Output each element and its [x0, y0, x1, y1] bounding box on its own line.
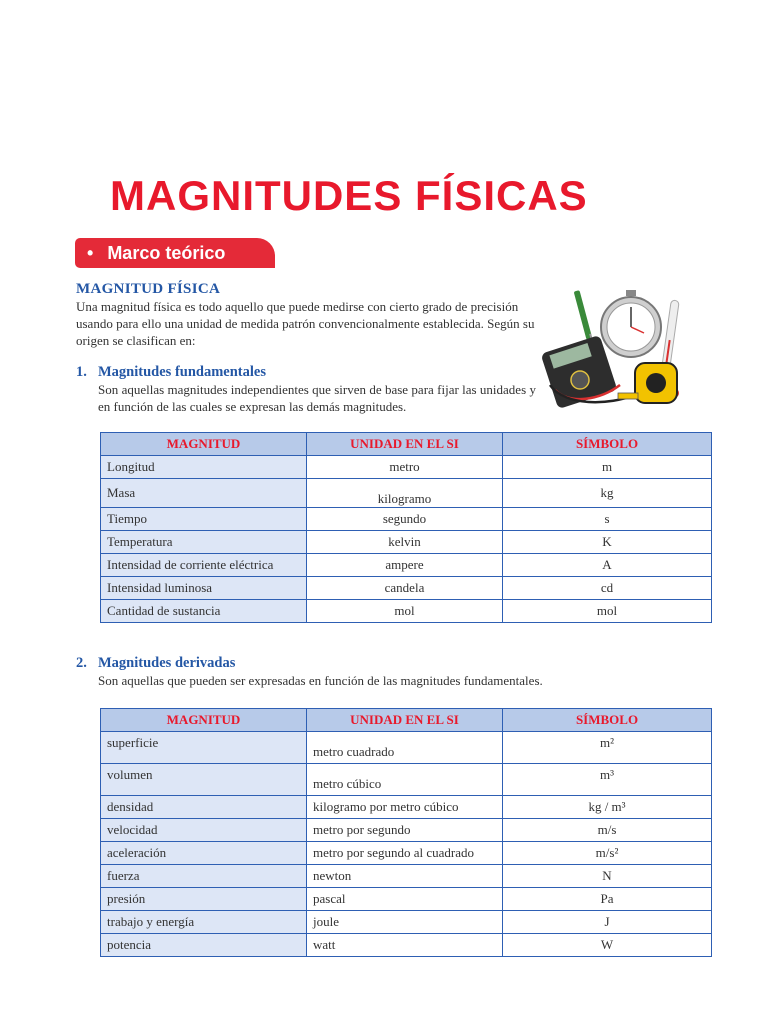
- table-row: [101, 796, 712, 819]
- derived-description: Son aquellas que pueden ser expresadas en función de las magnitudes fundamentales.: [98, 673, 543, 688]
- fundamental-title: Magnitudes fundamentales: [98, 364, 266, 380]
- cell-magnitud: trabajo y energía: [101, 911, 307, 934]
- cell-unidad: metro cúbico: [307, 764, 503, 796]
- cell-unidad: metro por segundo al cuadrado: [307, 842, 503, 865]
- cell-magnitud: Tiempo: [101, 508, 307, 531]
- table-row: [101, 819, 712, 842]
- table-row: [101, 732, 712, 764]
- cell-unidad: joule: [307, 911, 503, 934]
- cell-simbolo: m³: [503, 764, 712, 796]
- table-row: [101, 600, 712, 623]
- cell-magnitud: fuerza: [101, 865, 307, 888]
- cell-simbolo: m/s²: [503, 842, 712, 865]
- table-row: [101, 479, 712, 508]
- fundamental-description: Son aquellas magnitudes independientes que sirven de base para fijar las unidades y en función de las cuales se expresan las demás magnitudes.: [98, 382, 536, 414]
- cell-magnitud: Cantidad de sustancia: [101, 600, 307, 623]
- header-magnitud: MAGNITUD: [101, 709, 307, 732]
- badge-bullet: •: [87, 243, 94, 263]
- cell-simbolo: A: [503, 554, 712, 577]
- section-badge: [75, 238, 275, 268]
- cell-unidad: metro por segundo: [307, 819, 503, 842]
- stopwatch-icon: [601, 290, 661, 357]
- cell-unidad: metro: [307, 456, 503, 479]
- cell-unidad: candela: [307, 577, 503, 600]
- cell-unidad: segundo: [307, 508, 503, 531]
- table-header-row: [101, 433, 712, 456]
- cell-magnitud: potencia: [101, 934, 307, 957]
- header-unidad: UNIDAD EN EL SI: [307, 433, 503, 456]
- derived-table: [100, 708, 712, 957]
- cell-unidad: mol: [307, 600, 503, 623]
- table-row: [101, 577, 712, 600]
- cell-simbolo: s: [503, 508, 712, 531]
- cell-simbolo: kg / m³: [503, 796, 712, 819]
- page-title: MAGNITUDES FÍSICAS: [110, 172, 588, 219]
- table-row: [101, 865, 712, 888]
- cell-simbolo: kg: [503, 479, 712, 508]
- derived-number: 2.: [76, 655, 87, 671]
- cell-simbolo: mol: [503, 600, 712, 623]
- fundamental-heading: [76, 364, 266, 381]
- fundamental-number: 1.: [76, 364, 87, 380]
- table-row: [101, 911, 712, 934]
- cell-simbolo: m/s: [503, 819, 712, 842]
- cell-unidad: kilogramo por metro cúbico: [307, 796, 503, 819]
- table-row: [101, 508, 712, 531]
- header-simbolo: SÍMBOLO: [503, 433, 712, 456]
- badge-label: Marco teórico: [107, 243, 226, 263]
- cell-simbolo: m²: [503, 732, 712, 764]
- tape-measure-icon: [618, 363, 677, 403]
- cell-magnitud: presión: [101, 888, 307, 911]
- cell-magnitud: Intensidad luminosa: [101, 577, 307, 600]
- table-row: [101, 531, 712, 554]
- measuring-instruments-illustration: [540, 285, 690, 410]
- cell-magnitud: superficie: [101, 732, 307, 764]
- cell-unidad: pascal: [307, 888, 503, 911]
- cell-simbolo: N: [503, 865, 712, 888]
- section-heading: MAGNITUD FÍSICA: [76, 281, 221, 297]
- cell-simbolo: K: [503, 531, 712, 554]
- cell-unidad: newton: [307, 865, 503, 888]
- table-row: [101, 456, 712, 479]
- table-row: [101, 764, 712, 796]
- derived-title: Magnitudes derivadas: [98, 655, 236, 671]
- header-unidad: UNIDAD EN EL SI: [307, 709, 503, 732]
- cell-simbolo: m: [503, 456, 712, 479]
- cell-simbolo: cd: [503, 577, 712, 600]
- fundamental-table: [100, 432, 712, 623]
- cell-simbolo: Pa: [503, 888, 712, 911]
- cell-unidad: kilogramo: [307, 479, 503, 508]
- intro-paragraph: Una magnitud física es todo aquello que puede medirse con cierto grado de precisión usando para ello una unidad de medida patrón convencionalmente establecida. Según su origen se clasifican en:: [76, 299, 535, 348]
- cell-magnitud: Intensidad de corriente eléctrica: [101, 554, 307, 577]
- cell-unidad: kelvin: [307, 531, 503, 554]
- cell-unidad: metro cuadrado: [307, 732, 503, 764]
- table-row: [101, 934, 712, 957]
- cell-unidad: watt: [307, 934, 503, 957]
- cell-magnitud: Masa: [101, 479, 307, 508]
- cell-magnitud: volumen: [101, 764, 307, 796]
- header-simbolo: SÍMBOLO: [503, 709, 712, 732]
- cell-magnitud: velocidad: [101, 819, 307, 842]
- table-row: [101, 554, 712, 577]
- table-header-row: [101, 709, 712, 732]
- cell-magnitud: Longitud: [101, 456, 307, 479]
- derived-heading: [76, 655, 235, 672]
- cell-magnitud: densidad: [101, 796, 307, 819]
- cell-simbolo: W: [503, 934, 712, 957]
- cell-unidad: ampere: [307, 554, 503, 577]
- cell-magnitud: aceleración: [101, 842, 307, 865]
- header-magnitud: MAGNITUD: [101, 433, 307, 456]
- table-row: [101, 888, 712, 911]
- cell-simbolo: J: [503, 911, 712, 934]
- table-row: [101, 842, 712, 865]
- cell-magnitud: Temperatura: [101, 531, 307, 554]
